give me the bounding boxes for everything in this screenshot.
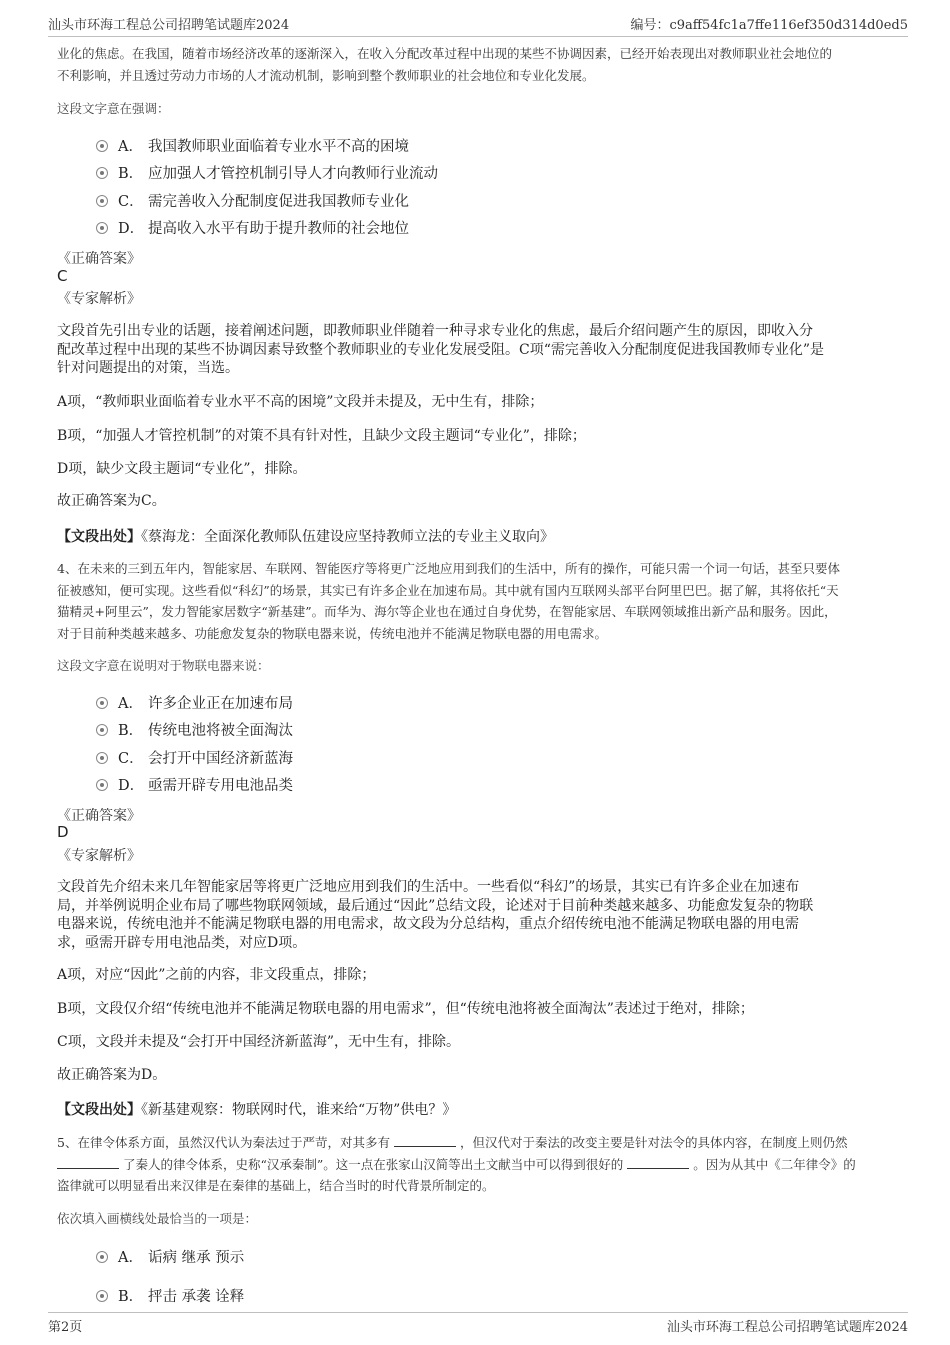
option-text: 我国教师职业面临着专业水平不高的困境	[148, 139, 409, 155]
q5-line1-b: ，但汉代对于秦法的改变主要是针对法令的具体内容，在制度上则仍然	[459, 1135, 848, 1150]
header-code: 编号：c9aff54fc1a7ffe116ef350d314d0ed5	[630, 18, 908, 33]
q4-passage-line-4: 对于目前种类越来越多、功能愈发复杂的物联电器来说，传统电池并不能满足物联电器的用电需求。	[57, 625, 608, 641]
q5-stem: 依次填入画横线处最恰当的一项是：	[57, 1211, 258, 1226]
source-title: 《新基建观察：物联网时代，谁来给“万物”供电？》	[141, 1102, 457, 1118]
q3-answer: C	[57, 267, 68, 285]
header-title: 汕头市环海工程总公司招聘笔试题库2024	[48, 18, 290, 33]
option-text: 亟需开辟专用电池品类	[148, 778, 293, 794]
page-footer	[48, 1312, 908, 1337]
q3-analysis-a: A项，“教师职业面临着专业水平不高的困境”文段并未提及，无中生有，排除；	[57, 394, 544, 410]
option-key: C．	[118, 194, 144, 210]
q3-analysis-main	[57, 322, 907, 378]
q4-analysis-line-2: 局，并举例说明企业布局了哪些物联网领域，最后通过“因此”总结文段，论述对于目前种类越来越多、功能愈发复杂的物联	[57, 897, 814, 914]
option-key: D．	[118, 221, 145, 237]
q5-passage-line-2	[57, 1154, 917, 1176]
q3-analysis-line-1: 文段首先引出专业的话题，接着阐述问题，即教师职业伴随着一种寻求专业化的焦虑，最后介绍问题产生的原因，即收入分	[57, 323, 813, 339]
option-text: 提高收入水平有助于提升教师的社会地位	[148, 221, 409, 237]
q3-analysis-line-2: 配改革过程中出现的某些不协调因素导致整个教师职业的专业化发展受阻。C项“需完善收入分配制度促进我国教师专业化”是	[57, 341, 825, 358]
q4-analysis-a: A项，对应“因此”之前的内容，非文段重点，排除；	[57, 967, 376, 983]
option-text: 应加强人才管控机制引导人才向教师行业流动	[148, 166, 438, 182]
q3-answer-label: 《正确答案》	[57, 251, 141, 267]
q3-passage-line-2: 不利影响，并且透过劳动力市场的人才流动机制，影响到整个教师职业的社会地位和专业化发展。	[57, 67, 595, 83]
option-text: 许多企业正在加速布局	[148, 696, 293, 712]
option-text: 传统电池将被全面淘汰	[148, 723, 293, 739]
q4-analysis-b: B项，文段仅介绍“传统电池并不能满足物联电器的用电需求”，但“传统电池将被全面淘汰”表述过于绝对，排除；	[57, 1001, 754, 1017]
radio-icon[interactable]	[96, 1251, 108, 1263]
radio-icon[interactable]	[96, 1290, 108, 1302]
q4-analysis-c: C项，文段并未提及“会打开中国经济新蓝海”，无中生有，排除。	[57, 1034, 461, 1050]
option-key: C．	[118, 751, 144, 767]
q4-analysis-label: 《专家解析》	[57, 848, 141, 864]
q3-analysis-line-3: 针对问题提出的对策，当选。	[57, 360, 239, 376]
radio-icon[interactable]	[96, 779, 108, 791]
q3-conclusion: 故正确答案为C。	[57, 493, 166, 509]
radio-icon[interactable]	[96, 222, 108, 234]
radio-icon[interactable]	[96, 195, 108, 207]
source-label: 【文段出处】	[57, 529, 141, 545]
q4-source	[57, 1099, 456, 1119]
q4-answer: D	[57, 823, 69, 841]
fill-blank-1[interactable]	[394, 1132, 456, 1147]
q4-passage-line-2: 征被感知，便可实现。这些看似“科幻”的场景，其实已有许多企业在加速布局。其中就有国内互联网头部平台阿里巴巴。据了解，其将依托“天	[57, 582, 839, 598]
q3-stem: 这段文字意在强调：	[57, 101, 170, 116]
q3-analysis-label: 《专家解析》	[57, 291, 141, 307]
q4-answer-label: 《正确答案》	[57, 808, 141, 824]
q4-passage	[57, 558, 907, 644]
q4-analysis-main	[57, 878, 907, 952]
fill-blank-3[interactable]	[627, 1154, 689, 1169]
q5-passage-line-3: 盗律就可以明显看出来汉律是在秦律的基础上，结合当时的时代背景所制定的。	[57, 1178, 495, 1193]
footer-page-number: 第2页	[48, 1320, 83, 1335]
radio-icon[interactable]	[96, 724, 108, 736]
q3-passage-line-1: 业化的焦虑。在我国，随着市场经济改革的逐渐深入，在收入分配改革过程中出现的某些不协调因素，已经开始表现出对教师职业社会地位的	[57, 46, 833, 61]
radio-icon[interactable]	[96, 752, 108, 764]
q5-line2-a: 了秦人的律令体系，史称“汉承秦制”。这一点在张家山汉简等出土文献当中可以得到很好的	[123, 1156, 624, 1172]
fill-blank-2[interactable]	[57, 1154, 119, 1169]
option-key: B．	[118, 723, 144, 739]
q4-stem: 这段文字意在说明对于物联电器来说：	[57, 658, 270, 673]
q5-passage	[57, 1132, 917, 1197]
option-text: 抨击 承袭 诠释	[148, 1289, 245, 1305]
q4-passage-line-1: 4、在未来的三到五年内，智能家居、车联网、智能医疗等将更广泛地应用到我们的生活中，所有的操作，可能只需一个词一句话，甚至只要体	[57, 561, 840, 576]
q3-analysis-b: B项，“加强人才管控机制”的对策不具有针对性，且缺少文段主题词“专业化”，排除；	[57, 428, 586, 444]
radio-icon[interactable]	[96, 697, 108, 709]
option-key: D．	[118, 778, 145, 794]
q4-passage-line-3: 猫精灵+阿里云”，发力智能家居数字“新基建”。而华为、海尔等企业也在通过自身优势，在智能家居、车联网领域推出新产品和服务。因此，	[57, 604, 837, 619]
q3-source	[57, 526, 554, 546]
option-key: B．	[118, 166, 144, 182]
option-text: 诟病 继承 预示	[148, 1250, 245, 1266]
option-key: B．	[118, 1289, 144, 1305]
footer-title: 汕头市环海工程总公司招聘笔试题库2024	[666, 1320, 908, 1335]
source-title: 《蔡海龙：全面深化教师队伍建设应坚持教师立法的专业主义取向》	[141, 529, 554, 545]
option-key: A．	[118, 696, 143, 712]
q3-passage-end	[57, 43, 907, 86]
q4-analysis-line-4: 求，亟需开辟专用电池品类，对应D项。	[57, 934, 307, 951]
source-label: 【文段出处】	[57, 1102, 141, 1118]
q5-line2-b: 。因为从其中《二年律令》的	[693, 1156, 856, 1172]
q5-passage-line-1	[57, 1132, 917, 1154]
option-text: 需完善收入分配制度促进我国教师专业化	[148, 194, 409, 210]
option-key: A．	[118, 139, 143, 155]
q4-conclusion: 故正确答案为D。	[57, 1067, 167, 1083]
option-text: 会打开中国经济新蓝海	[148, 751, 293, 767]
q4-analysis-line-1: 文段首先介绍未来几年智能家居等将更广泛地应用到我们的生活中。一些看似“科幻”的场景，其实已有许多企业在加速布	[57, 879, 800, 895]
radio-icon[interactable]	[96, 167, 108, 179]
q4-analysis-line-3: 电器来说，传统电池并不能满足物联电器的用电需求，故文段为分总结构，重点介绍传统电池不能满足物联电器的用电需	[57, 916, 799, 932]
q5-line1-a: 5、在律令体系方面，虽然汉代认为秦法过于严苛，对其多有	[57, 1135, 390, 1150]
q3-analysis-d: D项，缺少文段主题词“专业化”，排除。	[57, 461, 307, 477]
radio-icon[interactable]	[96, 140, 108, 152]
option-key: A．	[118, 1250, 143, 1266]
